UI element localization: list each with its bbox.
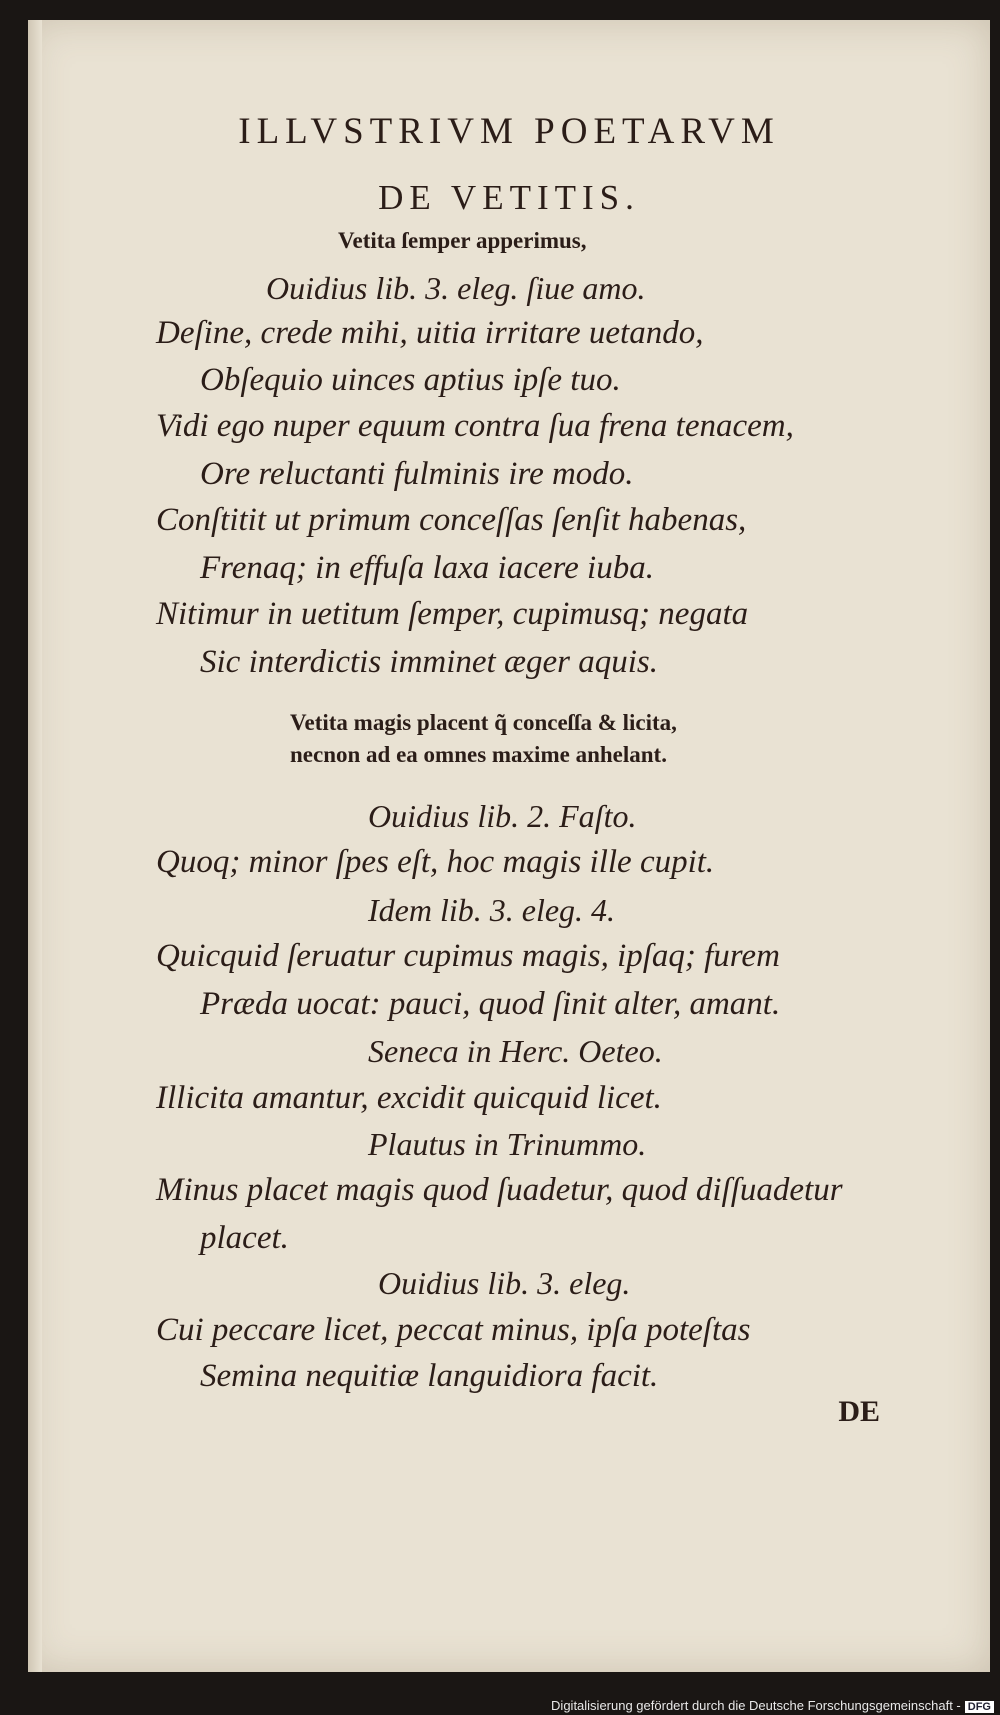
page-gutter-shadow xyxy=(28,20,42,1672)
caption-line: Vetita ſemper apperimus, xyxy=(338,228,587,253)
verse-line: Obſequio uinces aptius ipſe tuo. xyxy=(200,362,621,398)
verse-line: Quoq; minor ſpes eſt, hoc magis ille cupit. xyxy=(156,844,715,880)
book-page xyxy=(28,20,990,1672)
source-line: Ouidius lib. 3. eleg. ſiue amo. xyxy=(266,270,646,306)
source-line: Ouidius lib. 2. Faſto. xyxy=(368,798,637,834)
verse-line: Ore reluctanti fulminis ire modo. xyxy=(200,456,634,492)
section-title: DE VETITIS. xyxy=(378,178,640,217)
verse-line: Conſtitit ut primum conceſſas ſenſit habenas, xyxy=(156,502,747,538)
verse-line: Deſine, crede mihi, uitia irritare uetando, xyxy=(156,315,704,351)
source-line: Plautus in Trinummo. xyxy=(368,1126,647,1162)
verse-line: Frenaq; in effuſa laxa iacere iuba. xyxy=(200,550,654,586)
source-line: Idem lib. 3. eleg. 4. xyxy=(368,892,616,928)
verse-line: Vidi ego nuper equum contra ſua frena tenacem, xyxy=(156,408,794,444)
caption-line: necnon ad ea omnes maxime anhelant. xyxy=(290,742,667,767)
verse-line: Sic interdictis imminet æger aquis. xyxy=(200,644,658,680)
verse-line: Quicquid ſeruatur cupimus magis, ipſaq; furem xyxy=(156,938,780,974)
running-title: ILLVSTRIVM POETARVM xyxy=(238,111,780,152)
verse-line: Præda uocat: pauci, quod ſinit alter, amant. xyxy=(200,986,781,1022)
digitization-credit xyxy=(551,1698,994,1713)
verse-line: Semina nequitiæ languidiora facit. xyxy=(200,1358,659,1394)
verse-line: Cui peccare licet, peccat minus, ipſa poteſtas xyxy=(156,1312,751,1348)
source-line: Seneca in Herc. Oeteo. xyxy=(368,1033,663,1069)
caption-line: Vetita magis placent q̃ conceſſa & licita, xyxy=(290,710,677,735)
verse-line: Nitimur in uetitum ſemper, cupimusq; negata xyxy=(156,596,749,632)
verse-line: Minus placet magis quod ſuadetur, quod diſſuadetur xyxy=(156,1172,843,1208)
verse-line: Illicita amantur, excidit quicquid licet. xyxy=(156,1080,662,1116)
catchword: DE xyxy=(838,1395,880,1428)
verse-line: placet. xyxy=(200,1220,289,1256)
dfg-logo-icon: DFG xyxy=(965,1701,994,1713)
credit-text: Digitalisierung gefördert durch die Deutsche Forschungsgemeinschaft - xyxy=(551,1698,961,1713)
source-line: Ouidius lib. 3. eleg. xyxy=(378,1265,631,1301)
